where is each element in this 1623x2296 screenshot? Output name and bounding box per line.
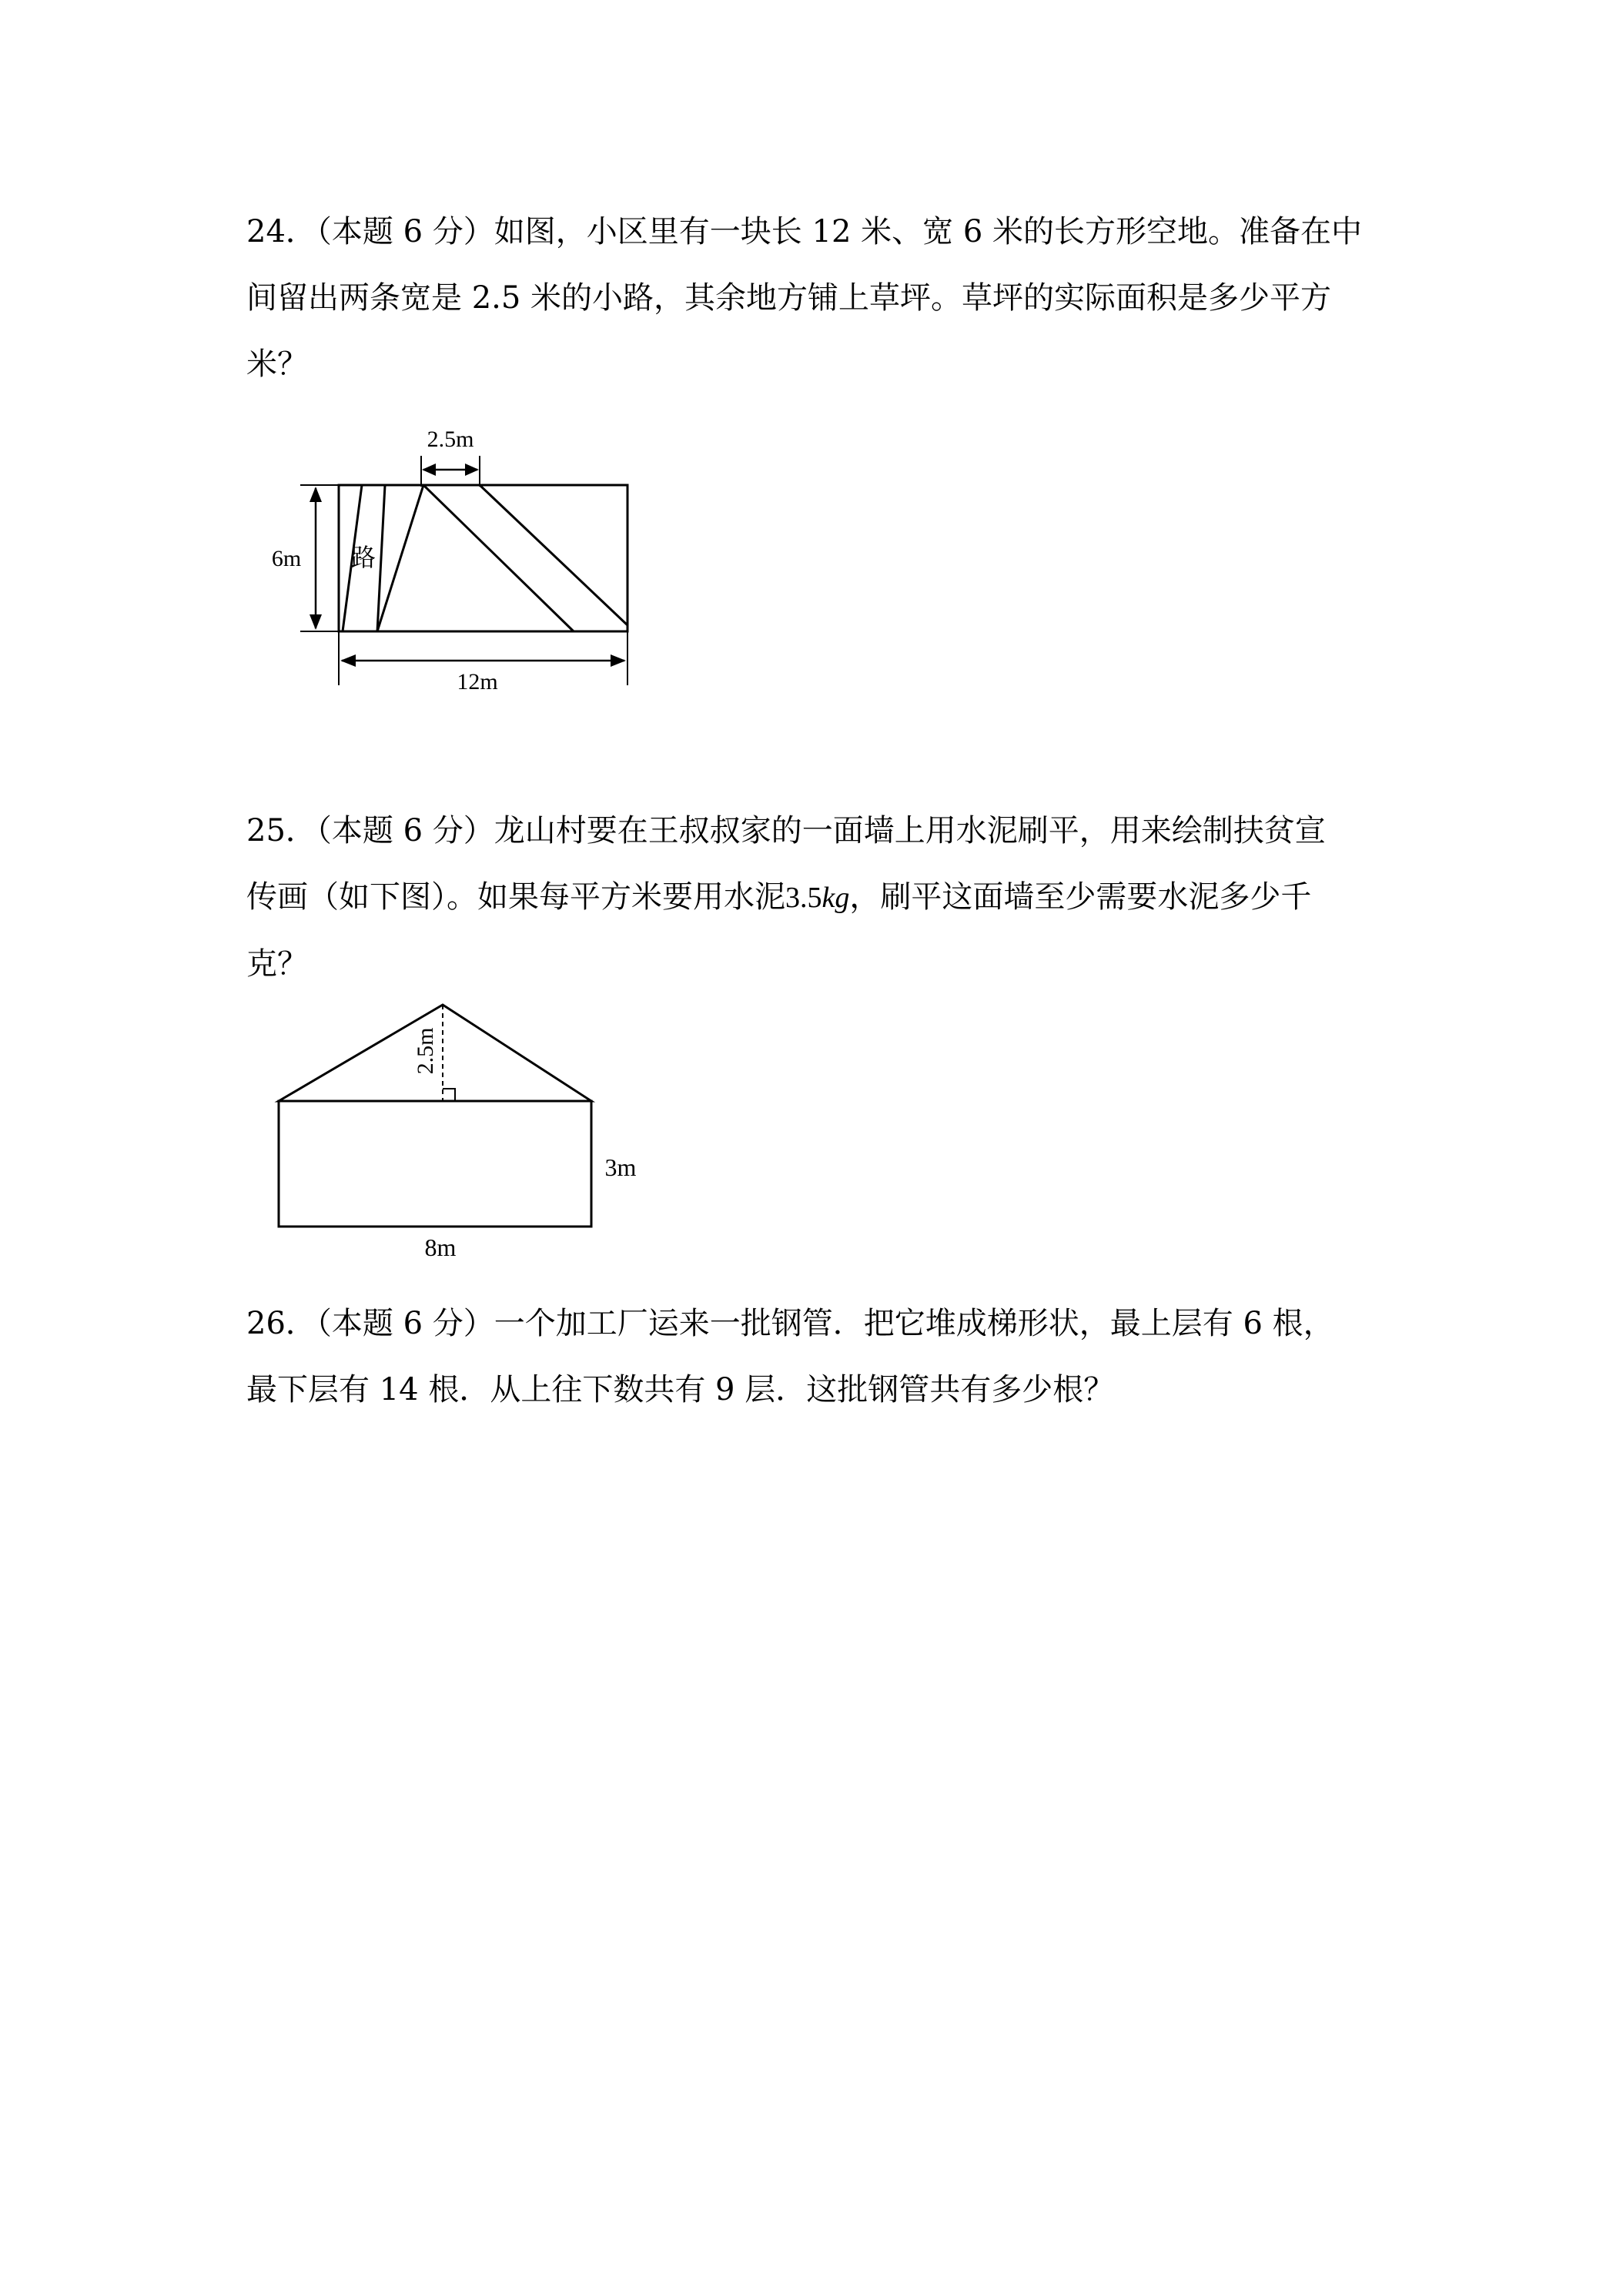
triangle-height-label: 2.5m: [413, 1027, 438, 1075]
figure-24-rectangle-with-roads: [262, 416, 662, 693]
left-arrow-top: [310, 487, 322, 502]
diagonal-road-edge-2: [480, 485, 627, 625]
wall-rectangle: [279, 1101, 591, 1227]
question-26: [246, 1290, 1386, 1423]
question-25-line-2-start: 传画（如下图）。如果每平方米要用水泥: [246, 879, 785, 915]
top-arrow-right: [465, 464, 479, 476]
bottom-arrow-right: [611, 654, 626, 667]
question-26-line-1: 26．（本题 6 分）一个加工厂运来一批钢管．把它堆成梯形状，最上层有 6 根，: [246, 1306, 1334, 1341]
question-25-line-3: 克？: [246, 946, 308, 982]
question-25-line-2: [246, 864, 1386, 931]
left-dimension-label: 6m: [271, 546, 302, 571]
question-25-line-1: 25．（本题 6 分）龙山村要在王叔叔家的一面墙上用水泥刷平，用来绘制扶贫宣: [246, 813, 1326, 848]
bottom-arrow-left: [340, 654, 356, 667]
bottom-dimension-label: 12m: [457, 669, 498, 694]
right-angle-mark: [443, 1089, 455, 1101]
question-24-line-3: 米？: [246, 346, 308, 382]
question-25: [246, 798, 1386, 997]
rectangle-side-label: 3m: [604, 1153, 637, 1181]
question-25-line-2-end: ，刷平这面墙至少需要水泥多少千: [849, 879, 1312, 915]
figure-25-wall-shape: [262, 993, 662, 1270]
cement-per-square-metre: 3.5kg: [785, 882, 850, 914]
question-24-line-1: 24．（本题 6 分）如图，小区里有一块长 12 米、宽 6 米的长方形空地。准备在中: [246, 214, 1362, 249]
question-24: [246, 199, 1386, 397]
question-24-line-2: 间留出两条宽是 2.5 米的小路，其余地方铺上草坪。草坪的实际面积是多少平方: [246, 280, 1332, 316]
road-label: 路: [350, 544, 376, 571]
rectangle-bottom-label: 8m: [424, 1233, 457, 1261]
diagonal-road-edge-1: [423, 485, 574, 631]
top-arrow-left: [422, 464, 436, 476]
question-26-line-2: 最下层有 14 根．从上往下数共有 9 层．这批钢管共有多少根？: [246, 1372, 1115, 1407]
top-dimension-label: 2.5m: [427, 427, 474, 452]
left-arrow-bottom: [310, 614, 322, 630]
